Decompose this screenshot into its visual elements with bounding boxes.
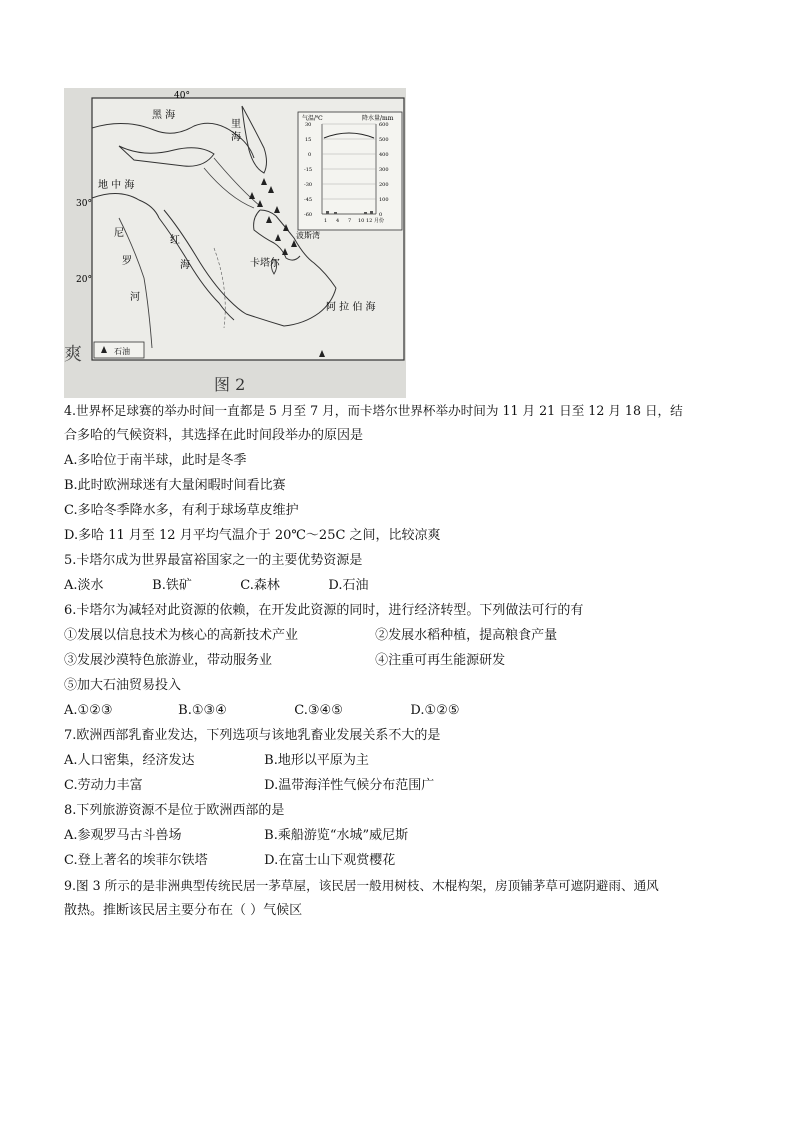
precip-tick: 200 — [379, 182, 389, 188]
side-text: 爽 — [64, 344, 82, 365]
lat-30-label: 30° — [76, 199, 92, 209]
legend-label: 石油 — [114, 347, 130, 356]
nile-label-1: 尼 — [114, 228, 124, 239]
map-figure — [64, 88, 406, 398]
q8-option-b[interactable]: B.乘船游览“水城”威尼斯 — [264, 828, 409, 843]
q8-option-d[interactable]: D.在富士山下观赏樱花 — [264, 853, 396, 868]
caspian-sea-label: 里 海 — [228, 118, 240, 142]
temp-tick: 0 — [308, 152, 312, 158]
q7-stem: 7.欧洲西部乳畜业发达，下列选项与该地乳畜业发展关系不大的是 — [64, 728, 441, 743]
nile-label-2: 罗 — [122, 256, 132, 267]
red-sea-label-2: 海 — [180, 260, 190, 271]
temp-tick: -30 — [304, 182, 313, 188]
month-tick: 10 — [358, 218, 365, 224]
q7-options-row1 — [64, 748, 732, 773]
q4-stem-line2: 合多哈的气候资料，其选择在此时间段举办的原因是 — [64, 428, 364, 443]
black-sea-label: 黑 海 — [152, 110, 176, 121]
q6-item-4: ④注重可再生能源研发 — [375, 653, 506, 668]
q6-item-3: ③发展沙漠特色旅游业，带动服务业 — [64, 653, 273, 668]
mediterranean-label: 地 中 海 — [98, 180, 135, 191]
q6-item-2: ②发展水稻种植，提高粮食产量 — [375, 628, 558, 643]
q8-stem: 8.下列旅游资源不是位于欧洲西部的是 — [64, 803, 285, 818]
q6-stem: 6.卡塔尔为减轻对此资源的依赖，在开发此资源的同时，进行经济转型。下列做法可行的有 — [64, 603, 584, 618]
q8-option-a[interactable]: A.参观罗马古斗兽场 — [64, 828, 182, 843]
temp-tick: -60 — [304, 212, 313, 218]
q5-option-d[interactable]: D.石油 — [328, 578, 369, 593]
q7-option-b[interactable]: B.地形以平原为主 — [264, 753, 369, 768]
precip-tick: 0 — [379, 212, 383, 218]
q4-option-c[interactable]: C.多哈冬季降水多，有利于球场草皮维护 — [64, 503, 299, 518]
temp-tick: 30 — [305, 122, 312, 128]
q5-option-a[interactable]: A.淡水 — [64, 578, 104, 593]
precip-tick: 500 — [379, 137, 389, 143]
q6-option-b[interactable]: B.①③④ — [178, 703, 227, 718]
q6-option-a[interactable]: A.①②③ — [64, 703, 113, 718]
q5-option-b[interactable]: B.铁矿 — [152, 578, 192, 593]
lat-20-label: 20° — [76, 275, 92, 285]
temp-tick: -45 — [304, 197, 313, 203]
q6-item-1: ①发展以信息技术为核心的高新技术产业 — [64, 628, 299, 643]
temp-tick: -15 — [304, 167, 313, 173]
q6-option-c[interactable]: C.③④⑤ — [294, 703, 343, 718]
q4-option-d[interactable]: D.多哈 11 月至 12 月平均气温介于 20℃～25C 之间，比较凉爽 — [64, 528, 441, 543]
precip-unit-label: 降水量/mm — [362, 115, 394, 122]
q7-option-c[interactable]: C.劳动力丰富 — [64, 778, 143, 793]
temp-unit-label: 气温/℃ — [302, 115, 323, 122]
nile-label-3: 河 — [130, 292, 140, 303]
q7-option-a[interactable]: A.人口密集，经济发达 — [64, 753, 195, 768]
q9-stem-line2: 散热。推断该民居主要分布在（ ）气候区 — [64, 903, 303, 918]
q6-option-d[interactable]: D.①②⑤ — [410, 703, 460, 718]
precip-tick: 600 — [379, 122, 389, 128]
q9-stem-line1: 9.图 3 所示的是非洲典型传统民居一茅草屋，该民居一般用树枝、木棍构架，房顶铺茅草可遮阴避雨、通风 — [64, 878, 659, 893]
q5-stem: 5.卡塔尔成为世界最富裕国家之一的主要优势资源是 — [64, 553, 363, 568]
month-tick: 4 — [336, 218, 340, 224]
middle-east-map — [64, 88, 406, 398]
q6-options — [64, 698, 732, 723]
figure-caption: 图 2 — [214, 375, 246, 394]
qatar-label: 卡塔尔 — [250, 258, 280, 269]
q8-option-c[interactable]: C.登上著名的埃菲尔铁塔 — [64, 853, 208, 868]
q7-option-d[interactable]: D.温带海洋性气候分布范围广 — [264, 778, 435, 793]
q8-options-row1 — [64, 823, 732, 848]
persian-gulf-label: 波斯湾 — [296, 231, 320, 240]
month-tick: 12 月份 — [366, 218, 384, 224]
lat-40-label: 40° — [174, 91, 190, 101]
q4-stem-line1: 4.世界杯足球赛的举办时间一直都是 5 月至 7 月，而卡塔尔世界杯举办时间为 11 月 21 日至 12 月 18 日，结 — [64, 403, 683, 418]
q4-option-a[interactable]: A.多哈位于南半球，此时是冬季 — [64, 453, 247, 468]
precip-tick: 300 — [379, 167, 389, 173]
q5-options — [64, 573, 732, 598]
arabian-sea-label: 阿 拉 伯 海 — [326, 302, 376, 313]
precip-tick: 400 — [379, 152, 389, 158]
q8-options-row2 — [64, 848, 732, 873]
month-tick: 1 — [324, 218, 328, 224]
climate-chart — [298, 112, 402, 230]
month-tick: 7 — [348, 218, 352, 224]
red-sea-label-1: 红 — [170, 235, 180, 246]
q5-option-c[interactable]: C.森林 — [240, 578, 280, 593]
temp-tick: 15 — [305, 137, 312, 143]
q4-option-b[interactable]: B.此时欧洲球迷有大量闲暇时间看比赛 — [64, 478, 286, 493]
q6-items-row2 — [64, 648, 732, 673]
precip-tick: 100 — [379, 197, 389, 203]
q6-items-row1 — [64, 623, 732, 648]
q7-options-row2 — [64, 773, 732, 798]
q6-item-5: ⑤加大石油贸易投入 — [64, 678, 182, 693]
